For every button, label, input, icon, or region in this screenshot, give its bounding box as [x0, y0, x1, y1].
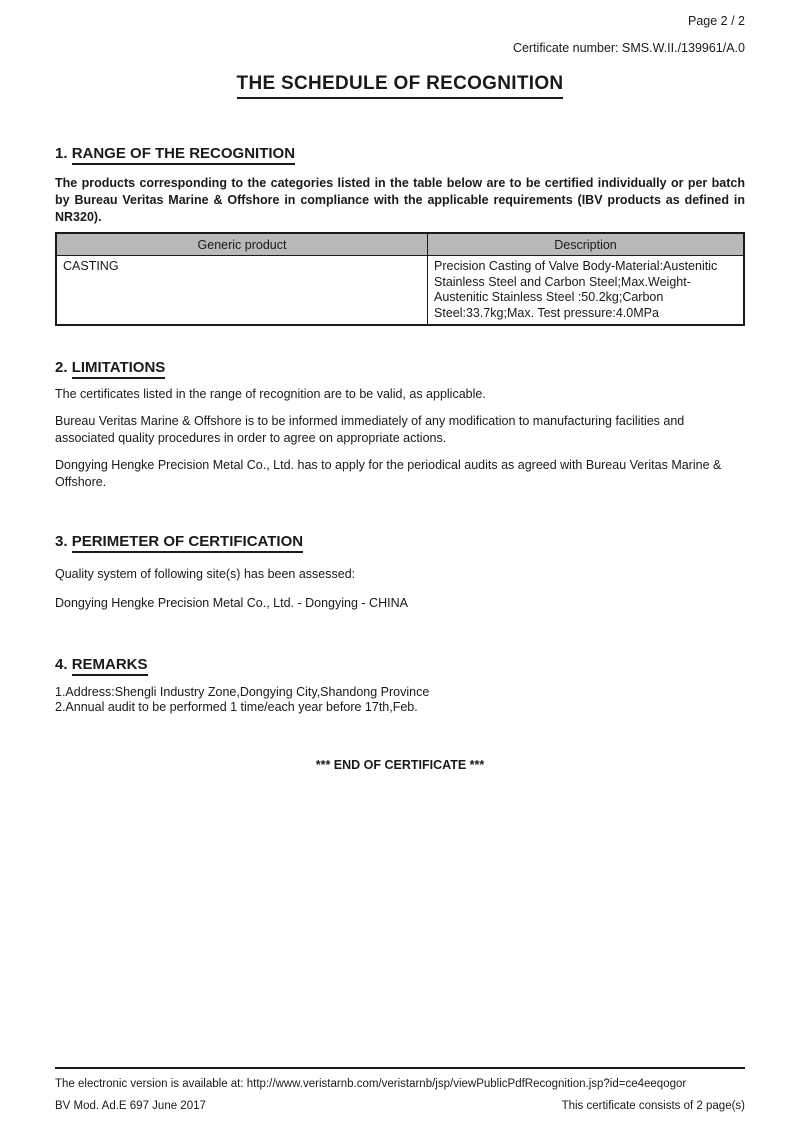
remark-line: 1.Address:Shengli Industry Zone,Dongying City,Shandong Province [55, 685, 430, 699]
cell-generic-product: CASTING [56, 256, 428, 326]
limitations-paragraph: Dongying Hengke Precision Metal Co., Ltd. has to apply for the periodical audits as agreed with Bureau Veritas Marine & Offshore. [55, 458, 722, 489]
remark-line: 2.Annual audit to be performed 1 time/each year before 17th,Feb. [55, 699, 418, 714]
section-heading-text: LIMITATIONS [72, 359, 166, 379]
footer-bottom-row [55, 1100, 745, 1112]
section-heading-perimeter [55, 533, 745, 550]
document-footer [55, 1067, 745, 1112]
form-reference: BV Mod. Ad.E 697 June 2017 [55, 1100, 206, 1112]
section-range-of-recognition [55, 145, 745, 326]
section-remarks [55, 656, 745, 714]
section-number: 2. [55, 359, 68, 376]
section-heading-text: REMARKS [72, 656, 148, 676]
section-heading-text: PERIMETER OF CERTIFICATION [72, 533, 303, 553]
end-of-certificate-marker: *** END OF CERTIFICATE *** [315, 758, 485, 772]
section-limitations [55, 359, 745, 491]
cell-description: Precision Casting of Valve Body-Material:Austenitic Stainless Steel and Carbon Steel;Max.Weight-Austenitic Stainless Steel :50.2kg;Carbon Steel:33.7kg;Max. Test pressure:4.0MPa [428, 256, 744, 326]
section-heading-remarks [55, 656, 745, 673]
electronic-version-note: The electronic version is available at: http://www.veristarnb.com/veristarnb/jsp/viewPublicPdfRecognition.jsp?id=ce4eeqogor [55, 1078, 687, 1090]
section-number: 3. [55, 533, 68, 550]
column-header-generic-product: Generic product [56, 233, 428, 256]
page-title: THE SCHEDULE OF RECOGNITION [55, 73, 745, 99]
section-heading-range [55, 145, 745, 162]
limitations-paragraph: The certificates listed in the range of recognition are to be valid, as applicable. [55, 387, 486, 401]
section-heading-text: RANGE OF THE RECOGNITION [72, 145, 295, 165]
limitations-paragraph: Bureau Veritas Marine & Offshore is to be informed immediately of any modification to manufacturing facilities and associated quality procedures in order to agree on appropriate actions. [55, 414, 685, 445]
table-header-row [56, 233, 744, 256]
section-heading-limitations [55, 359, 745, 376]
section-number: 1. [55, 145, 68, 162]
certificate-number: Certificate number: SMS.W.II./139961/A.0 [512, 41, 745, 55]
recognition-table [55, 232, 745, 326]
document-header [55, 14, 745, 55]
page-count-note: This certificate consists of 2 page(s) [561, 1100, 745, 1112]
remarks-list [55, 685, 745, 714]
table-row [56, 256, 744, 326]
range-intro-paragraph: The products corresponding to the categories listed in the table below are to be certified individually or per batch by Bureau Veritas Marine & Offshore in compliance with the applicable requirements (IBV products as defined in NR320). [55, 176, 745, 224]
perimeter-site: Dongying Hengke Precision Metal Co., Ltd. - Dongying - CHINA [55, 596, 408, 610]
section-perimeter-of-certification [55, 533, 745, 612]
section-number: 4. [55, 656, 68, 673]
perimeter-paragraph: Quality system of following site(s) has been assessed: [55, 567, 356, 581]
page-number: Page 2 / 2 [688, 14, 745, 28]
column-header-description: Description [428, 233, 744, 256]
